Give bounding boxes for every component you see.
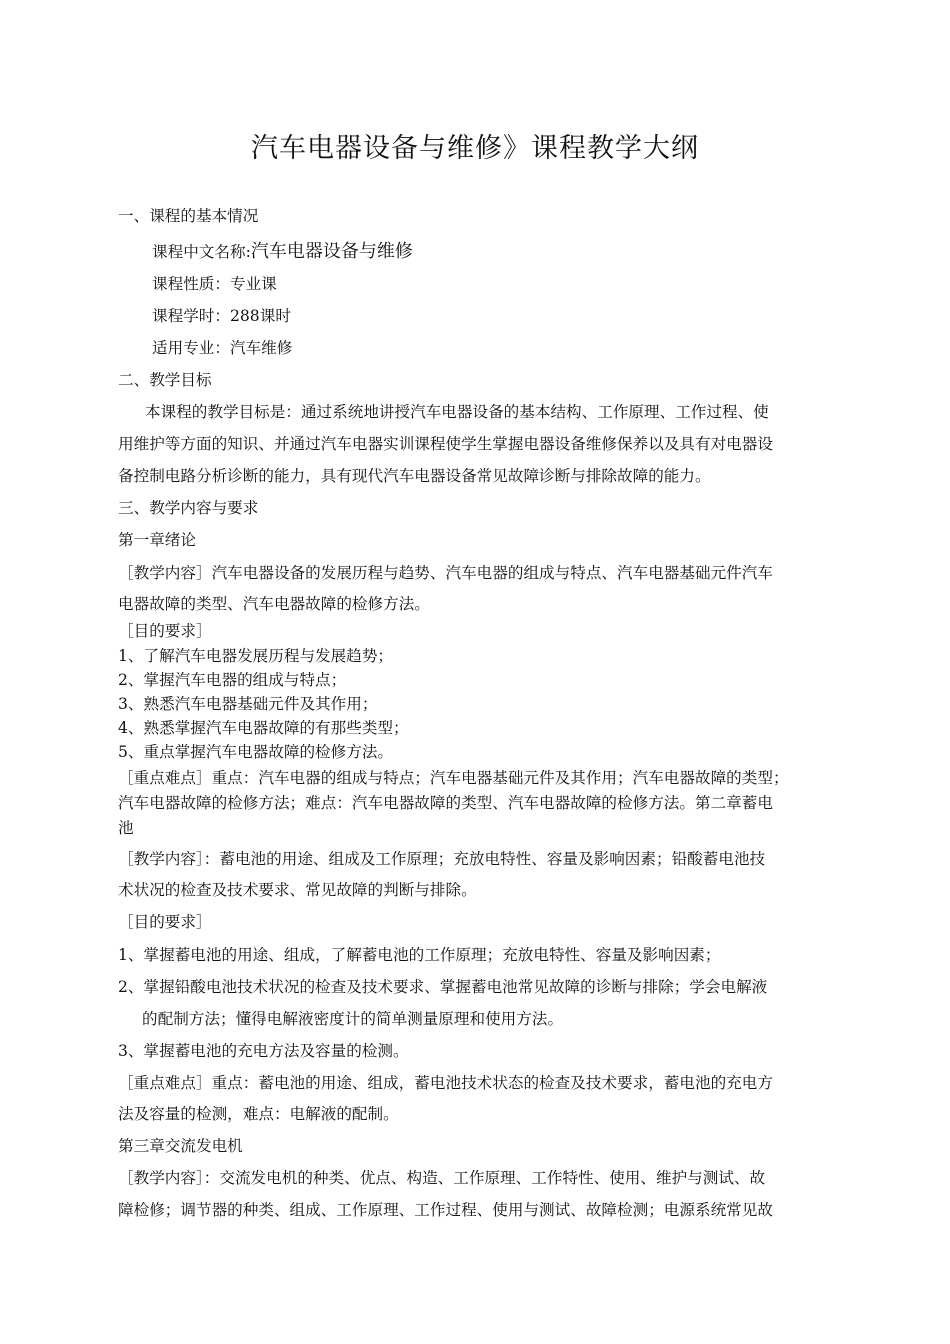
- ch1-requirement-item: 4、熟悉掌握汽车电器故障的有那些类型；: [118, 719, 409, 737]
- document-title: 汽车电器设备与维修》课程教学大纲: [251, 133, 699, 164]
- ch1-requirement-item: 1、了解汽车电器发展历程与发展趋势；: [118, 647, 394, 665]
- ch1-key-points-line: 汽车电器故障的检修方法；难点：汽车电器故障的类型、汽车电器故障的检修方法。第二章蓄电: [118, 794, 773, 812]
- ch2-requirement-item: 3、掌握蓄电池的充电方法及容量的检测。: [118, 1042, 409, 1060]
- ch1-requirement-item: 2、掌握汽车电器的组成与特点；: [118, 671, 347, 689]
- chapter-1-title: 第一章绪论: [118, 531, 196, 549]
- ch2-content-line: ［教学内容］：蓄电池的用途、组成及工作原理；充放电特性、容量及影响因素；铅酸蓄电池技: [118, 850, 766, 868]
- ch2-key-points-line: 法及容量的检测，难点：电解液的配制。: [118, 1105, 399, 1123]
- ch2-content-line: 术状况的检查及技术要求、常见故障的判断与排除。: [118, 881, 477, 899]
- course-name-line: [152, 242, 872, 262]
- section-1-heading: 一、课程的基本情况: [118, 207, 259, 225]
- ch2-requirements-title: ［目的要求］: [118, 913, 212, 931]
- course-hours: 课程学时：288课时: [152, 307, 291, 325]
- course-major: 适用专业：汽车维修: [152, 339, 293, 357]
- ch1-requirement-item: 5、重点掌握汽车电器故障的检修方法。: [118, 743, 394, 761]
- ch1-requirement-item: 3、熟悉汽车电器基础元件及其作用；: [118, 695, 378, 713]
- ch2-requirement-item: 的配制方法；懂得电解液密度计的简单测量原理和使用方法。: [142, 1010, 564, 1028]
- course-name-value: 汽车电器设备与维修: [250, 241, 413, 262]
- ch2-key-points-line: ［重点难点］重点：蓄电池的用途、组成，蓄电池技术状态的检查及技术要求，蓄电池的充电方: [118, 1074, 773, 1092]
- course-nature: 课程性质：专业课: [152, 275, 277, 293]
- ch2-requirement-item: 2、掌握铅酸电池技术状况的检查及技术要求、掌握蓄电池常见故障的诊断与排除；学会电解液: [118, 978, 768, 996]
- section-2-heading: 二、教学目标: [118, 371, 212, 389]
- ch2-requirement-item: 1、掌握蓄电池的用途、组成，了解蓄电池的工作原理；充放电特性、容量及影响因素；: [118, 946, 721, 964]
- ch1-requirements-title: ［目的要求］: [118, 622, 212, 640]
- ch1-key-points-line: ［重点难点］重点：汽车电器的组成与特点；汽车电器基础元件及其作用；汽车电器故障的类型；: [118, 769, 789, 787]
- ch3-content-line: 障检修；调节器的种类、组成、工作原理、工作过程、使用与测试、故障检测；电源系统常见故: [118, 1201, 773, 1219]
- objective-para-line: 备控制电路分析诊断的能力，具有现代汽车电器设备常见故障诊断与排除故障的能力。: [118, 467, 711, 485]
- ch1-key-points-line: 池: [118, 819, 134, 837]
- course-name-label: 课程中文名称:: [152, 243, 251, 261]
- section-3-heading: 三、教学内容与要求: [118, 499, 259, 517]
- ch1-content-line: 电器故障的类型、汽车电器故障的检修方法。: [118, 595, 430, 613]
- objective-para-line: 本课程的教学目标是：通过系统地讲授汽车电器设备的基本结构、工作原理、工作过程、使: [145, 403, 769, 421]
- chapter-3-title: 第三章交流发电机: [118, 1137, 243, 1155]
- ch1-content-line: ［教学内容］汽车电器设备的发展历程与趋势、汽车电器的组成与特点、汽车电器基础元件汽车: [118, 564, 773, 582]
- ch3-content-line: ［教学内容］：交流发电机的种类、优点、构造、工作原理、工作特性、使用、维护与测试、故: [118, 1169, 766, 1187]
- objective-para-line: 用维护等方面的知识、并通过汽车电器实训课程使学生掌握电器设备维修保养以及具有对电器设: [118, 435, 773, 453]
